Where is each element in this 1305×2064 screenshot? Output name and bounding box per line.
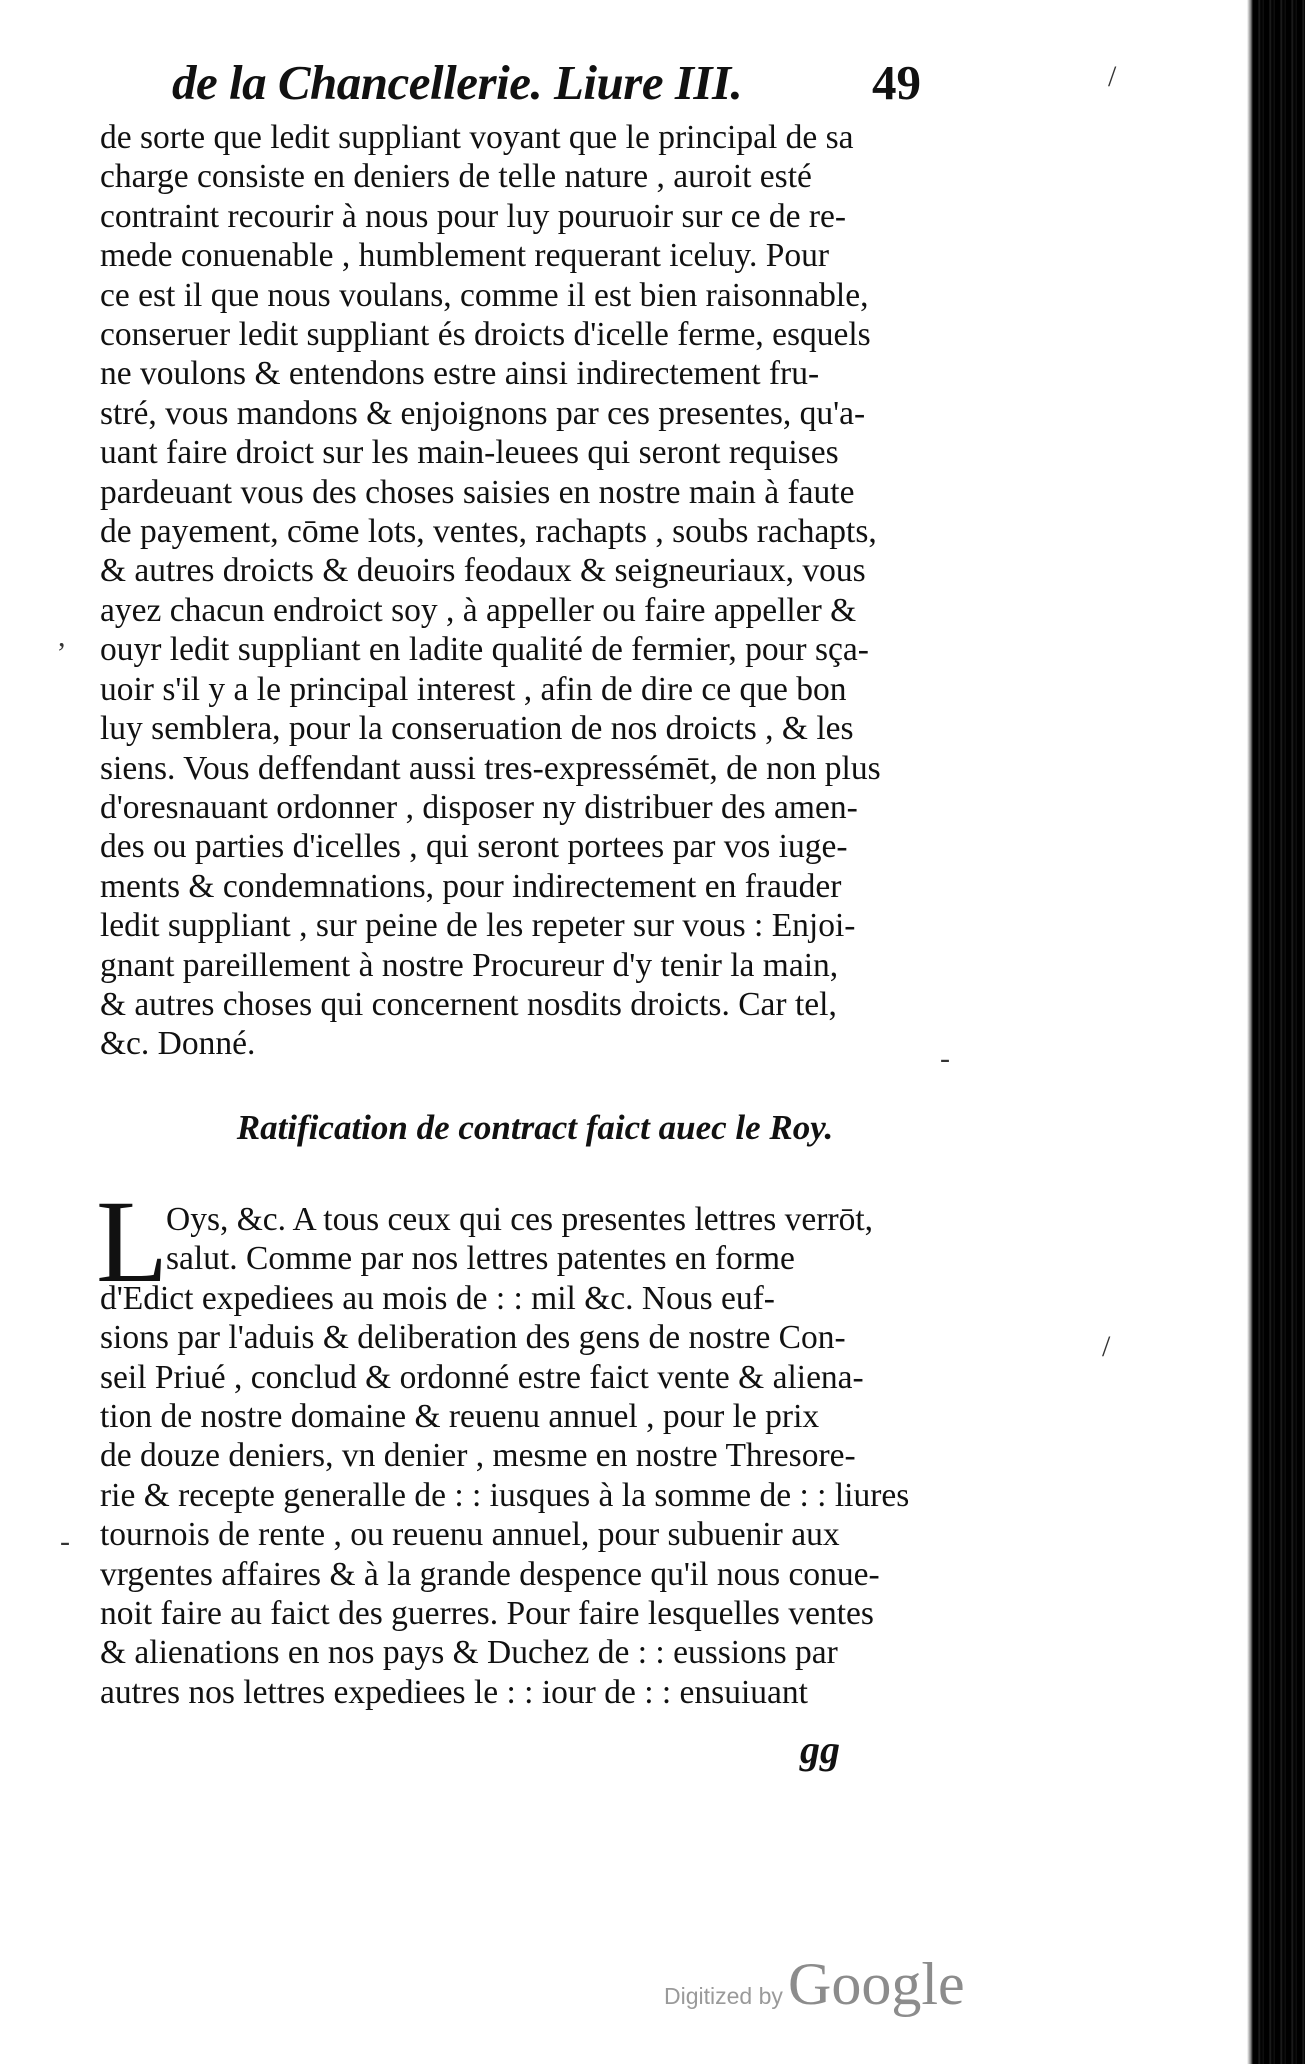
text-block-ratification: [100, 1200, 958, 1712]
watermark-brand: Google: [787, 1951, 965, 2017]
text-line: ayez chacun endroict soy , à appeller ou faire appeller &: [100, 591, 857, 629]
text-line: stré, vous mandons & enjoignons par ces presentes, qu'a-: [100, 394, 866, 432]
drop-cap: L: [96, 1176, 169, 1307]
stray-mark: -: [940, 1042, 950, 1075]
text-line: luy semblera, pour la conseruation de nos droicts , & les: [100, 710, 854, 748]
text-line: vrgentes affaires & à la grande despence qu'il nous conue-: [100, 1555, 880, 1593]
text-line: de douze deniers, vn denier , mesme en nostre Thresore-: [100, 1437, 856, 1475]
text-line: & autres droicts & deuoirs feodaux & seigneuriaux, vous: [100, 552, 866, 590]
stray-mark: ,: [58, 620, 66, 653]
text-line: tion de nostre domaine & reuenu annuel , pour le prix: [100, 1398, 820, 1436]
text-line: ce est il que nous voulans, comme il est bien raisonnable,: [100, 276, 869, 314]
text-line: tournois de rente , ou reuenu annuel, pour subuenir aux: [100, 1516, 840, 1554]
page-number: 49: [872, 55, 921, 110]
text-line: charge consiste en deniers de telle nature , auroit esté: [100, 158, 812, 196]
text-line: d'oresnauant ordonner , disposer ny distribuer des amen-: [100, 788, 858, 826]
text-line: autres nos lettres expediees le : : iour de : : ensuiuant: [100, 1673, 808, 1711]
text-line: noit faire au faict des guerres. Pour faire lesquelles ventes: [100, 1595, 874, 1633]
text-line: siens. Vous deffendant aussi tres-expressémēt, de non plus: [100, 749, 881, 787]
text-line: mede conuenable , humblement requerant iceluy. Pour: [100, 237, 829, 275]
text-line: d'Edict expediees au mois de : : mil &c. Nous euf-: [100, 1279, 775, 1317]
digitized-by-google-watermark: [664, 1950, 965, 2019]
text-line: de payement, cōme lots, ventes, rachapts , soubs rachapts,: [100, 513, 877, 551]
text-line: ouyr ledit suppliant en ladite qualité de fermier, pour sça-: [100, 631, 869, 669]
text-line: sions par l'aduis & deliberation des gens de nostre Con-: [100, 1319, 846, 1357]
text-line: des ou parties d'icelles , qui seront portees par vos iuge-: [100, 828, 848, 866]
text-line: &c. Donné.: [100, 1025, 256, 1063]
stray-mark: /: [1102, 1330, 1111, 1363]
text-line: de sorte que ledit suppliant voyant que le principal de sa: [100, 119, 854, 156]
text-line: gnant pareillement à nostre Procureur d'y tenir la main,: [100, 946, 839, 984]
text-line: pardeuant vous des choses saisies en nostre main à faute: [100, 473, 855, 511]
running-title: de la Chancellerie. Liure III.: [172, 55, 743, 110]
text-line: uant faire droict sur les main-leuees qui seront requises: [100, 434, 839, 472]
text-line: rie & recepte generalle de : : iusques à la somme de : : liures: [100, 1476, 910, 1514]
text-line: ments & condemnations, pour indirectement en frauder: [100, 867, 842, 905]
book-binding-edge: [1253, 0, 1305, 2064]
text-line: ne voulons & entendons estre ainsi indirectement fru-: [100, 355, 820, 393]
text-block-letter-continuation: [100, 118, 958, 1064]
text-line: contraint recourir à nous pour luy pouruoir sur ce de re-: [100, 197, 847, 235]
text-line: & alienations en nos pays & Duchez de : : eussions par: [100, 1634, 838, 1672]
watermark-prefix: Digitized by: [664, 1983, 783, 2009]
text-line: & autres choses qui concernent nosdits droicts. Car tel,: [100, 985, 837, 1023]
text-line: ledit suppliant , sur peine de les repeter sur vous : Enjoi-: [100, 907, 856, 945]
text-line: uoir s'il y a le principal interest , afin de dire ce que bon: [100, 670, 847, 708]
text-line: conseruer ledit suppliant és droicts d'icelle ferme, esquels: [100, 316, 871, 354]
stray-mark: -: [60, 1525, 70, 1558]
stray-mark: /: [1108, 60, 1117, 93]
text-line: salut. Comme par nos lettres patentes en forme: [166, 1240, 795, 1278]
text-line: Oys, &c. A tous ceux qui ces presentes lettres verrōt,: [166, 1201, 874, 1238]
text-line: seil Priué , conclud & ordonné estre faict vente & aliena-: [100, 1358, 864, 1396]
catchword: gg: [800, 1727, 840, 1772]
section-heading: Ratification de contract faict auec le Roy.: [236, 1108, 834, 1147]
